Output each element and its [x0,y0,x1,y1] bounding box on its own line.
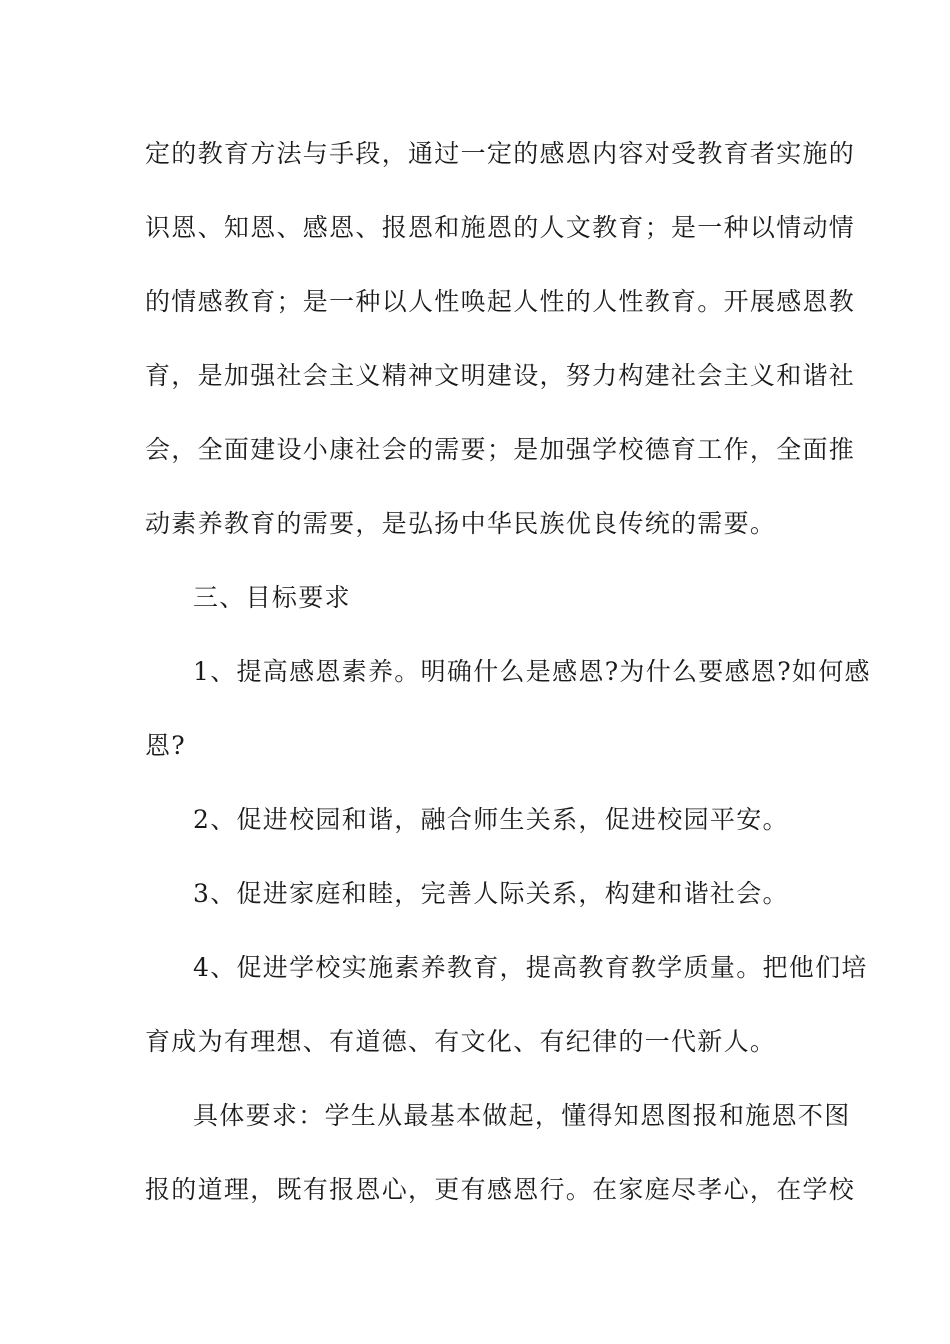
paragraph-line: 会，全面建设小康社会的需要；是加强学校德育工作，全面推 [145,435,856,464]
paragraph-line: 动素养教育的需要，是弘扬中华民族优良传统的需要。 [145,509,777,538]
list-item-1: 1、提高感恩素养。明确什么是感恩?为什么要感恩?如何感 [193,657,871,686]
list-item-2: 2、促进校园和谐，融合师生关系，促进校园平安。 [193,805,789,834]
requirements-paragraph: 具体要求：学生从最基本做起，懂得知恩图报和施恩不图 [193,1101,851,1130]
list-item-3: 3、促进家庭和睦，完善人际关系，构建和谐社会。 [193,879,789,908]
list-item-4-continuation: 育成为有理想、有道德、有文化、有纪律的一代新人。 [145,1027,777,1056]
requirements-paragraph-continuation: 报的道理，既有报恩心，更有感恩行。在家庭尽孝心，在学校 [145,1175,856,1204]
paragraph-line: 定的教育方法与手段，通过一定的感恩内容对受教育者实施的 [145,139,856,168]
paragraph-line: 识恩、知恩、感恩、报恩和施恩的人文教育；是一种以情动情 [145,213,856,242]
list-item-4: 4、促进学校实施素养教育，提高教育教学质量。把他们培 [193,953,868,982]
section-heading: 三、目标要求 [193,583,351,612]
paragraph-line: 育，是加强社会主义精神文明建设，努力构建社会主义和谐社 [145,361,856,390]
paragraph-line: 的情感教育；是一种以人性唤起人性的人性教育。开展感恩教 [145,287,856,316]
list-item-1-continuation: 恩? [145,731,187,760]
